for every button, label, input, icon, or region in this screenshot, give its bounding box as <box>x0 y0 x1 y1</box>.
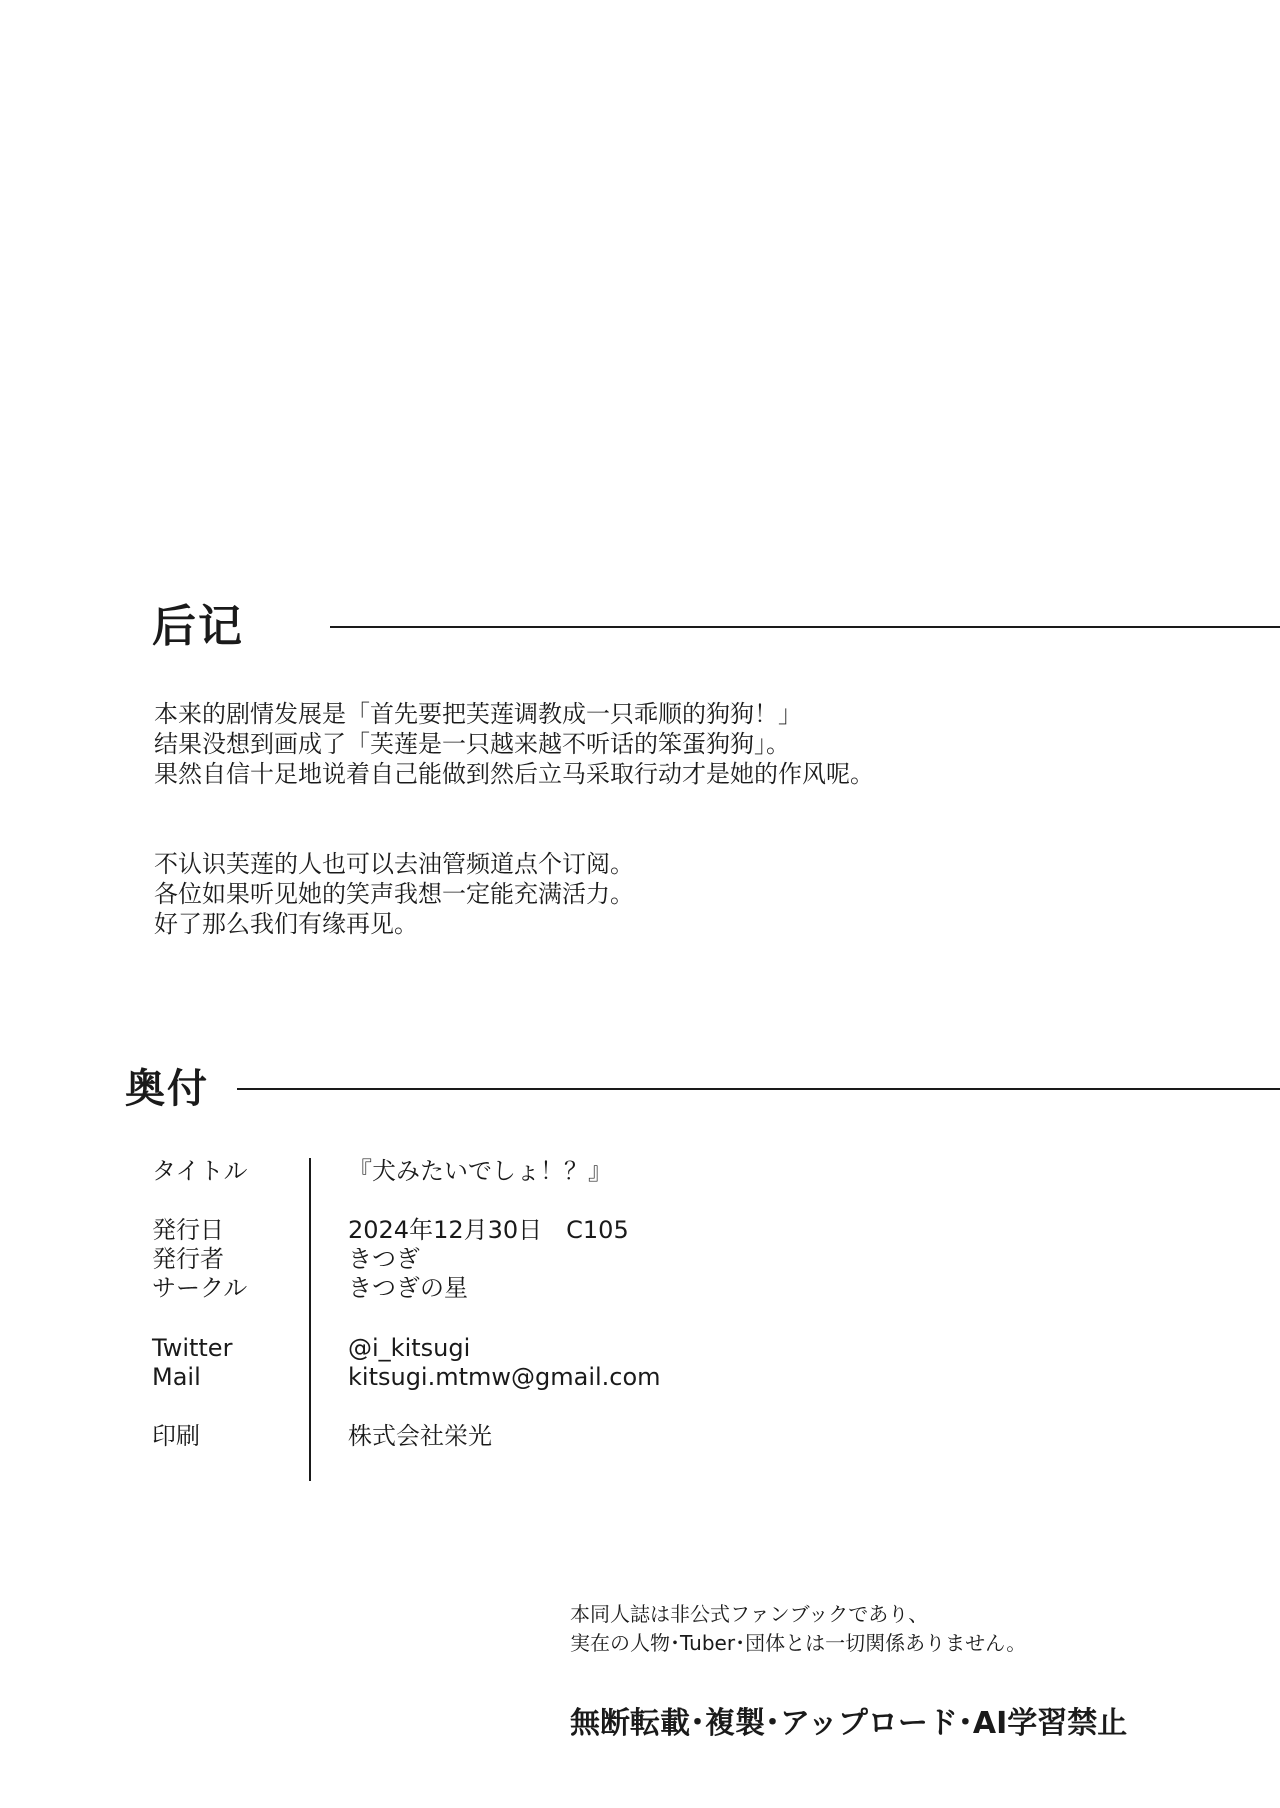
afterword-line: 各位如果听见她的笑声我想一定能充满活力。 <box>154 880 634 908</box>
afterword-paragraph-2 <box>154 849 634 939</box>
print-value: 株式会社栄光 <box>348 1422 492 1450</box>
afterword-line: 不认识芙莲的人也可以去油管频道点个订阅。 <box>154 850 634 878</box>
afterword-divider <box>330 626 1280 628</box>
disclaimer-line-2: 実在の人物･Tuber･団体とは一切関係ありません。 <box>570 1631 1027 1655</box>
mail-label: Mail <box>152 1363 201 1391</box>
print-label: 印刷 <box>152 1422 200 1450</box>
afterword-line: 结果没想到画成了「芙莲是一只越来越不听话的笨蛋狗狗」。 <box>154 730 790 758</box>
title-value: 『犬みたいでしょ！？』 <box>348 1157 612 1185</box>
afterword-line: 果然自信十足地说着自己能做到然后立马采取行动才是她的作风呢。 <box>154 760 874 788</box>
date-value: 2024年12月30日 C105 <box>348 1216 629 1244</box>
publisher-label: 発行者 <box>152 1245 224 1273</box>
title-label: タイトル <box>152 1157 248 1185</box>
circle-label: サークル <box>152 1274 248 1302</box>
publisher-value: きつぎ <box>348 1245 420 1273</box>
afterword-heading: 后记 <box>152 601 244 652</box>
mail-value: kitsugi.mtmw@gmail.com <box>348 1363 661 1391</box>
twitter-value: @i_kitsugi <box>348 1334 471 1362</box>
disclaimer-line-1: 本同人誌は非公式ファンブックであり、 <box>570 1602 929 1626</box>
afterword-line: 本来的剧情发展是「首先要把芙莲调教成一只乖顺的狗狗！」 <box>154 700 802 728</box>
colophon-separator-line <box>309 1158 311 1481</box>
afterword-paragraph-1 <box>154 699 874 789</box>
afterword-line: 好了那么我们有缘再见。 <box>154 910 418 938</box>
circle-value: きつぎの星 <box>348 1274 468 1302</box>
colophon-heading: 奥付 <box>125 1066 209 1112</box>
reproduction-prohibited-notice: 無断転載･複製･アップロード･AI学習禁止 <box>570 1706 1128 1741</box>
colophon-divider <box>237 1088 1280 1090</box>
twitter-label: Twitter <box>152 1334 233 1362</box>
date-label: 発行日 <box>152 1216 224 1244</box>
